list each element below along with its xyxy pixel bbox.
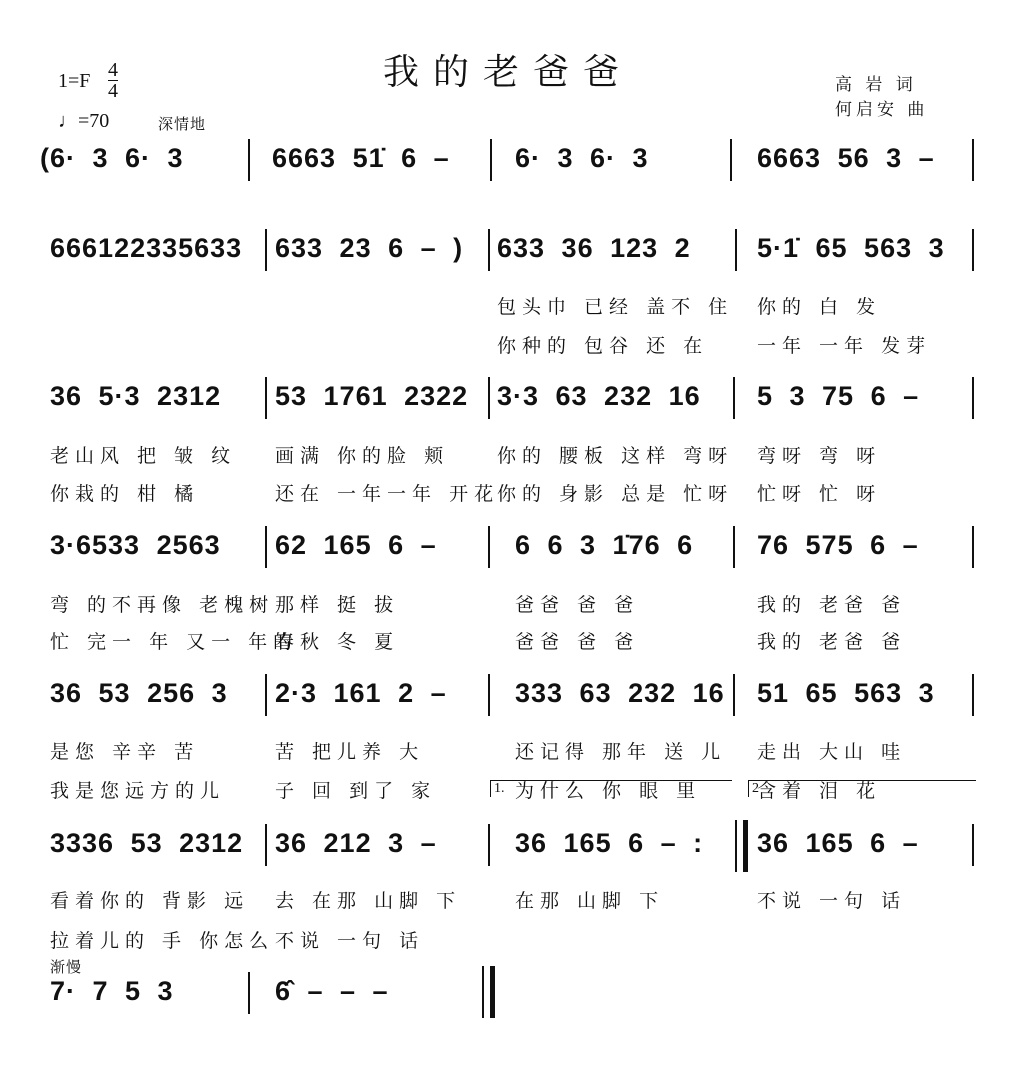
barline (735, 229, 737, 271)
measure: 36 212 3 – (275, 828, 437, 858)
time-top: 4 (108, 59, 118, 81)
lyric-verse-1: 弯 的不再像 老槐树 (50, 594, 275, 616)
lyric-verse-1: 包头巾 已经 盖不 住 (497, 296, 734, 318)
measure: 5·1̇ 65 563 3 (757, 233, 945, 263)
lyric-verse-2: 一年 一年 发芽 (757, 335, 932, 357)
measure: 53 1761 2322 (275, 381, 469, 411)
measure: 7· 7 5 3 (50, 976, 174, 1006)
lyric-verse-1: 爸爸 爸 爸 (515, 594, 640, 616)
lyric-verse-2: 我的 老爸 爸 (757, 631, 907, 653)
lyric-verse-1: 画满 你的脸 颊 (275, 445, 450, 467)
lyric-verse-1: 还记得 那年 送 儿 (515, 741, 727, 763)
measure: 36 165 6 – (757, 828, 919, 858)
barline (488, 824, 490, 866)
barline (733, 674, 735, 716)
barline (488, 377, 490, 419)
lyric-verse-1: 去 在那 山脚 下 (275, 890, 462, 912)
lyric-verse-1: 看着你的 背影 远 (50, 890, 250, 912)
lyric-verse-2: 含着 泪 花 (757, 780, 882, 802)
lyric-verse-2: 你栽的 柑 橘 (50, 483, 200, 505)
barline (490, 139, 492, 181)
lyric-verse-2: 拉着儿的 手 你怎么 (50, 930, 275, 952)
barline (488, 674, 490, 716)
measure: 5 3 75 6 – (757, 381, 920, 411)
lyricist-credit: 高 岩 词 (835, 75, 917, 95)
measure: 62 165 6 – (275, 530, 437, 560)
measure: 6 6 3 1̇76 6 (515, 530, 694, 560)
measure: 51 65 563 3 (757, 678, 935, 708)
barline (248, 139, 250, 181)
barline (733, 526, 735, 568)
lyric-verse-2: 还在 一年一年 开花 (275, 483, 500, 505)
lyric-verse-1: 不说 一句 话 (757, 890, 907, 912)
barline (972, 377, 974, 419)
lyric-verse-1: 走出 大山 哇 (757, 741, 907, 763)
lyric-verse-2: 爸爸 爸 爸 (515, 631, 640, 653)
composer-credit: 何启安 曲 (835, 100, 929, 120)
lyric-verse-2: 你的 身影 总是 忙呀 (497, 483, 734, 505)
tempo-marking: ♩=70 (58, 110, 110, 132)
barline (972, 139, 974, 181)
measure: 3·6533 2563 (50, 530, 221, 560)
barline (733, 377, 735, 419)
barline (972, 229, 974, 271)
ritardando-marking: 渐慢 (50, 958, 83, 976)
lyric-verse-2: 子 回 到了 家 (275, 780, 437, 802)
barline (265, 674, 267, 716)
lyric-verse-1: 弯呀 弯 呀 (757, 445, 882, 467)
final-barline (482, 966, 495, 1018)
lyric-verse-1: 是您 辛辛 苦 (50, 741, 200, 763)
measure: 333 63 232 16 (515, 678, 725, 708)
barline (265, 526, 267, 568)
barline (730, 139, 732, 181)
measure: 2·3 161 2 – (275, 678, 447, 708)
barline (972, 824, 974, 866)
lyric-verse-1: 你的 腰板 这样 弯呀 (497, 445, 734, 467)
barline (248, 972, 250, 1014)
lyric-verse-1: 老山风 把 皱 纹 (50, 445, 237, 467)
measure: (6· 3 6· 3 (40, 143, 184, 173)
lyric-verse-1: 我的 老爸 爸 (757, 594, 907, 616)
barline (972, 526, 974, 568)
measure: 633 36 123 2 (497, 233, 691, 263)
measure: 76 575 6 – (757, 530, 919, 560)
time-signature (108, 60, 118, 101)
measure: 3·3 63 232 16 (497, 381, 701, 411)
measure: 36 165 6 – : (515, 828, 704, 858)
repeat-end-barline (735, 820, 748, 872)
measure: 36 5·3 2312 (50, 381, 222, 411)
barline (265, 229, 267, 271)
lyric-verse-2: 忙 完一 年 又一 年的 (50, 631, 299, 653)
barline (265, 824, 267, 866)
lyric-verse-2: 你种的 包谷 还 在 (497, 335, 709, 357)
lyric-verse-2: 忙呀 忙 呀 (757, 483, 882, 505)
measure: 36 53 256 3 (50, 678, 228, 708)
measure: 633 23 6 – ) (275, 233, 464, 263)
expression-marking: 深情地 (158, 115, 207, 133)
song-title: 我的老爸爸 (382, 52, 633, 93)
barline (265, 377, 267, 419)
volta-bracket-2: 2 (748, 780, 976, 797)
barline (488, 229, 490, 271)
lyric-verse-2: 我是您远方的儿 (50, 780, 226, 802)
measure: 666122335633 (50, 233, 243, 263)
lyric-verse-1: 苦 把儿养 大 (275, 741, 425, 763)
barline (488, 526, 490, 568)
measure: 6663 56 3 – (757, 143, 935, 173)
lyric-verse-2: 不说 一句 话 (275, 930, 425, 952)
lyric-verse-1: 你的 白 发 (757, 296, 882, 318)
measure: 3336 53 2312 (50, 828, 244, 858)
measure: 6663 51̇ 6 – (272, 143, 450, 173)
measure: 6· 3 6· 3 (515, 143, 649, 173)
key-signature: 1=F (58, 70, 91, 92)
lyric-verse-1: 在那 山脚 下 (515, 890, 665, 912)
lyric-verse-1: 那样 挺 拔 (275, 594, 400, 616)
lyric-verse-2: 春秋 冬 夏 (275, 631, 400, 653)
barline (972, 674, 974, 716)
measure: 6̂ – – – (275, 976, 389, 1006)
lyric-verse-2: 为什么 你 眼 里 (515, 780, 702, 802)
time-bottom: 4 (108, 80, 118, 102)
volta-bracket-1: 1. (490, 780, 732, 797)
